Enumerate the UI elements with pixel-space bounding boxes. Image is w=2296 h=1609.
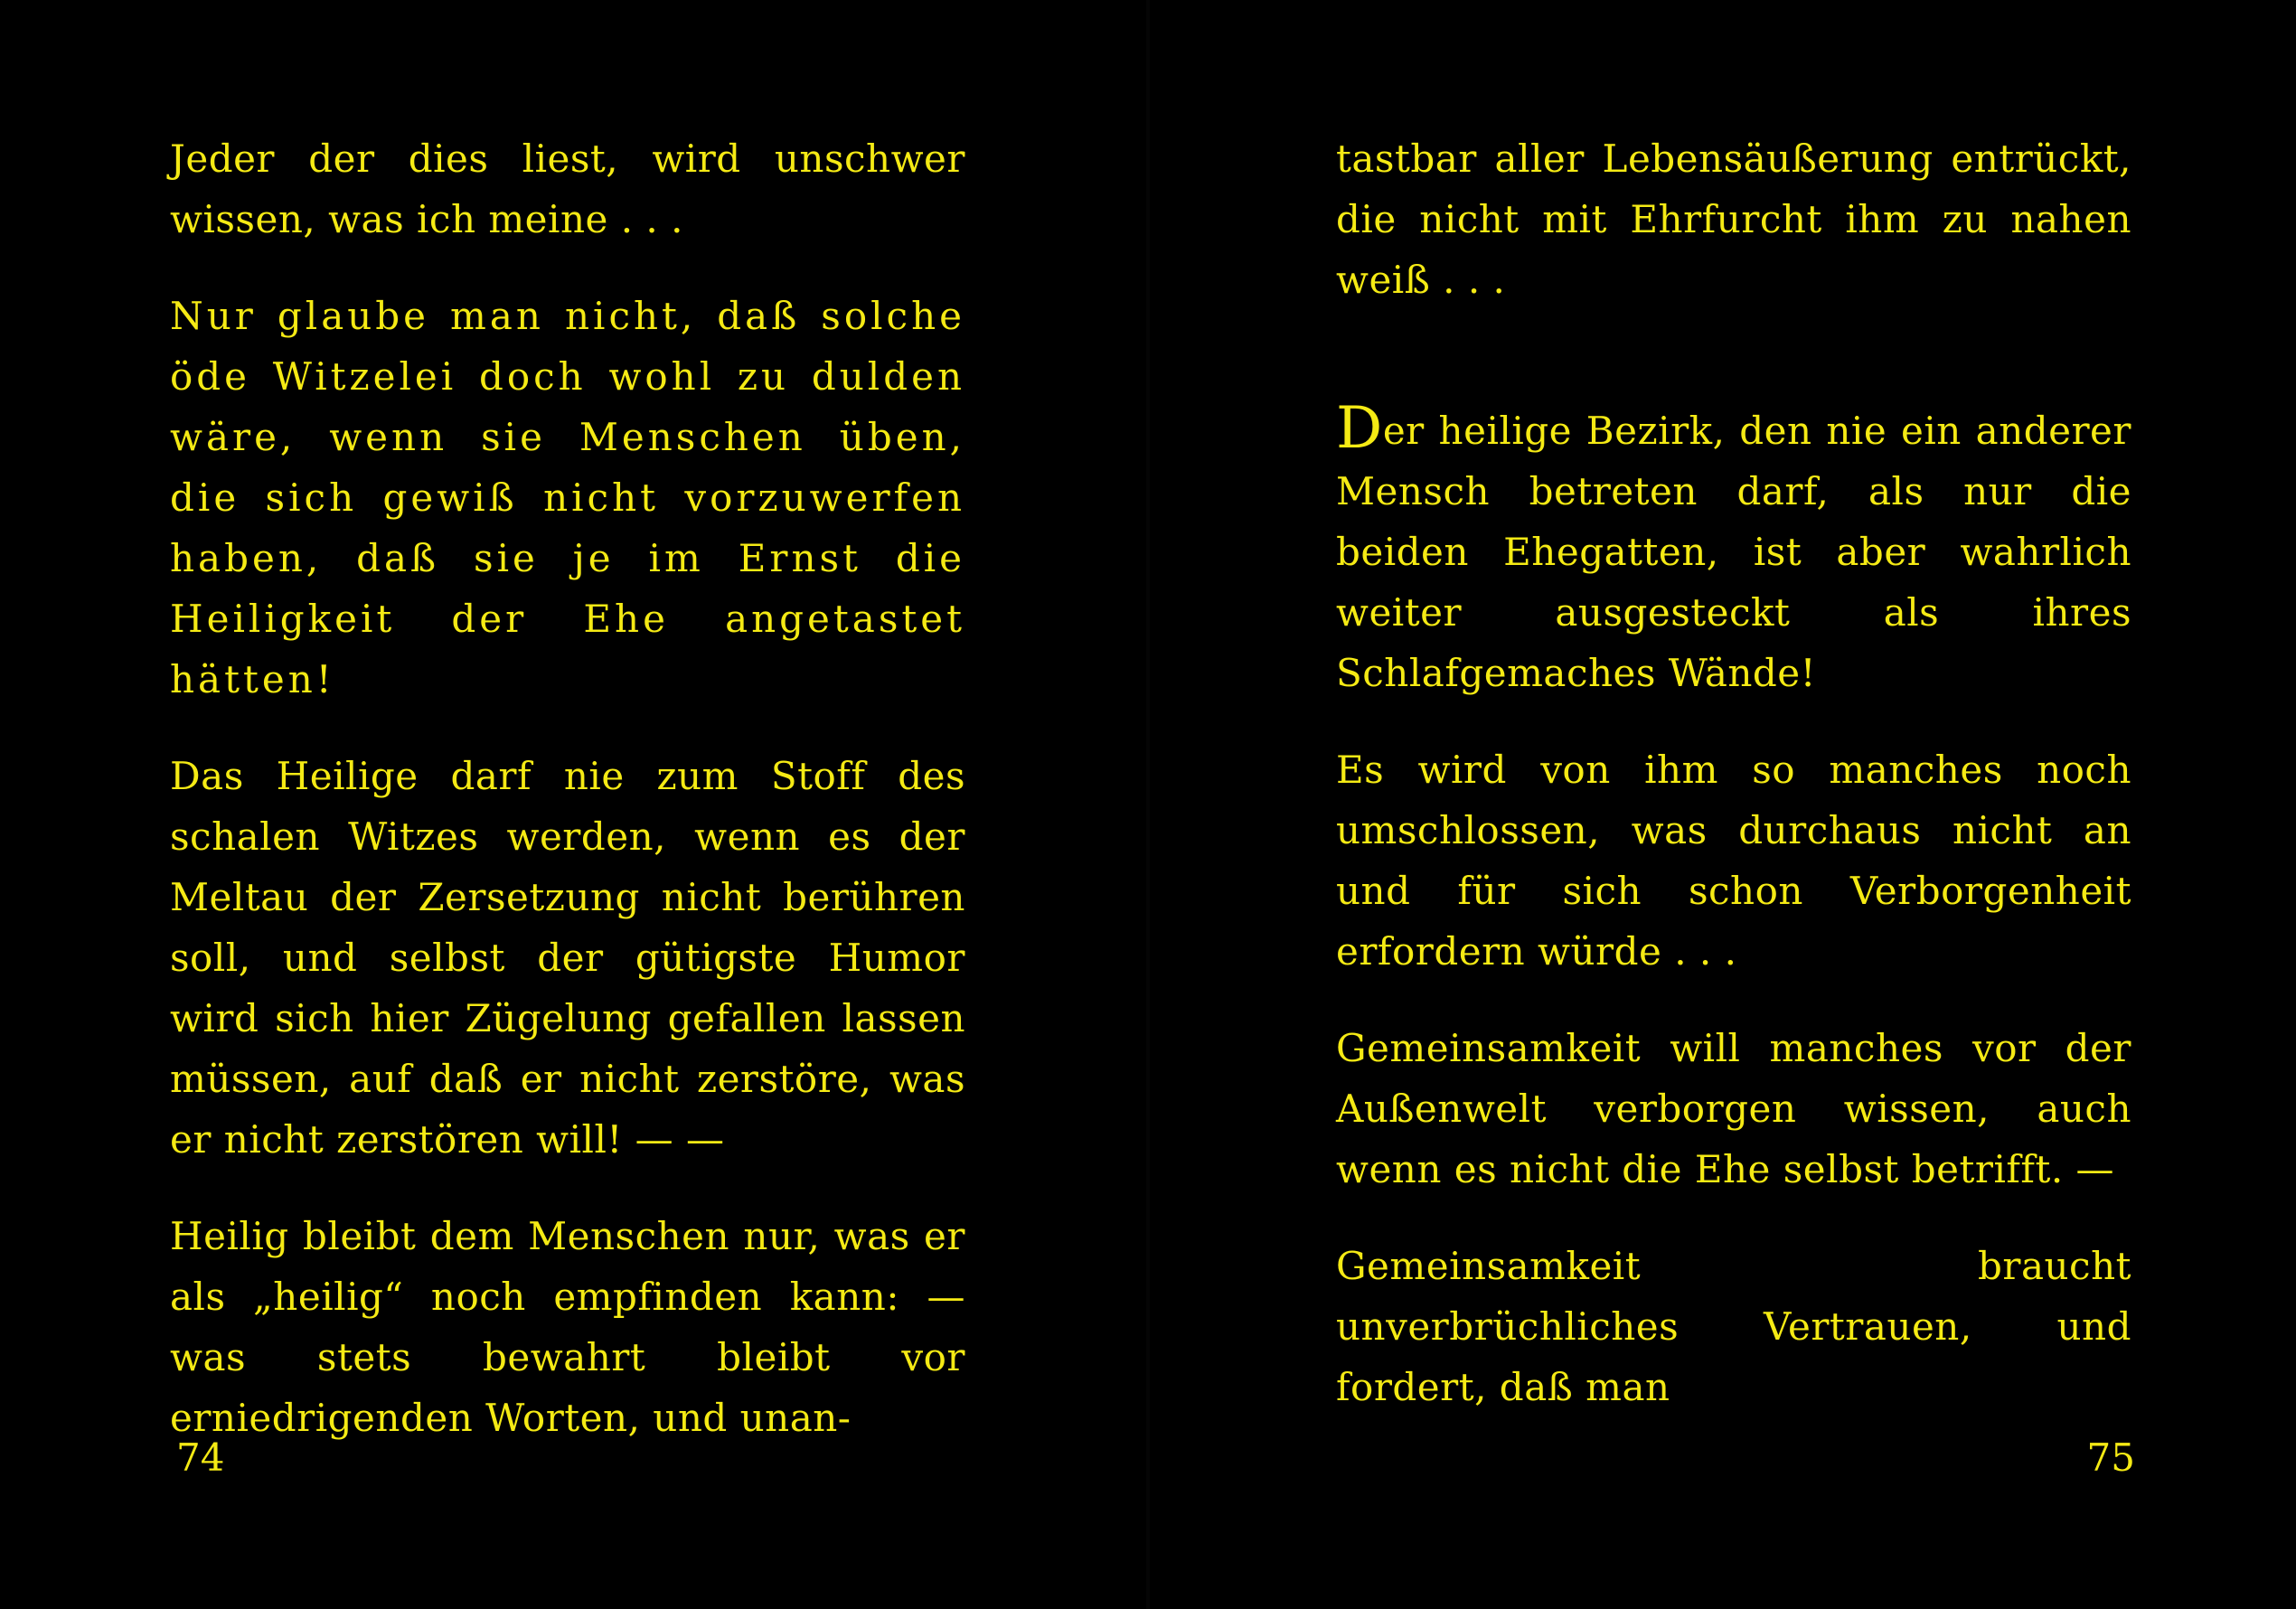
paragraph: Das Heilige darf nie zum Stoff des schalen Witzes werden, wenn es der Meltau der Zersetzung nicht berühren soll, und selbst der gütigste Humor wird sich hier Zügelung gefallen lassen müssen, auf daß er nicht zerstöre, was er nicht zerstören will! — —: [170, 754, 965, 1162]
paragraph: Gemeinsamkeit will manches vor der Außenwelt verborgen wissen, auch wenn es nicht die Ehe selbst betrifft. —: [1336, 1026, 2131, 1191]
right-page-text: [1336, 128, 2131, 1454]
drop-cap: D: [1336, 395, 1383, 462]
page-number: 74: [176, 1435, 225, 1480]
paragraph: Gemeinsamkeit braucht unverbrüchliches Vertrauen, und fordert, daß man: [1336, 1244, 2131, 1409]
right-page: [1148, 0, 2296, 1609]
left-page-text: [170, 128, 965, 1484]
paragraph: Nur glaube man nicht, daß solche öde Witzelei doch wohl zu dulden wäre, wenn sie Menschen üben, die sich gewiß nicht vorzuwerfen haben, daß sie je im Ernst die Heiligkeit der Ehe angetastet hätten!: [170, 294, 965, 701]
page-number: 75: [2086, 1435, 2135, 1480]
paragraph-with-dropcap: [1336, 395, 2131, 703]
paragraph-text: er heilige Bezirk, den nie ein anderer Mensch betreten darf, als nur die beiden Ehegatten, ist aber wahrlich weiter ausgesteckt als ihres Schlafgemaches Wände!: [1336, 409, 2131, 695]
paragraph: Es wird von ihm so manches noch umschlossen, was durchaus nicht an und für sich schon Verborgenheit erfordern würde . . .: [1336, 748, 2131, 974]
paragraph: tastbar aller Lebensäußerung entrückt, die nicht mit Ehrfurcht ihm zu nahen weiß . . .: [1336, 136, 2131, 302]
paragraph: Jeder der dies liest, wird unschwer wissen, was ich meine . . .: [170, 136, 965, 241]
paragraph: Heilig bleibt dem Menschen nur, was er als „heilig“ noch empfinden kann: — was stets bewahrt bleibt vor erniedrigenden Worten, und unan-: [170, 1214, 965, 1440]
